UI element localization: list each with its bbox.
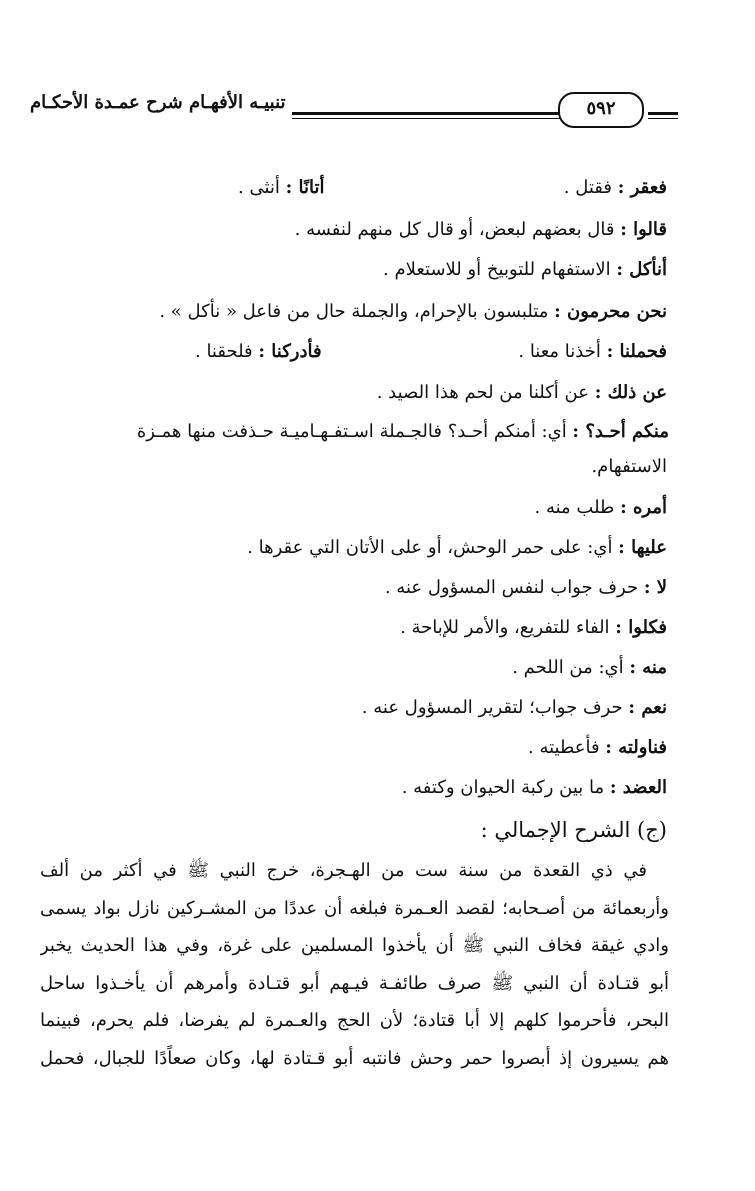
gloss-line-side bbox=[238, 168, 325, 208]
gloss-line bbox=[385, 568, 667, 608]
gloss-definition: الاستفهام للتوبيخ أو للاستعلام . bbox=[383, 259, 617, 280]
paragraph-line: هم يسيرون إذ أبصروا حمر وحش فانتبه أبو قـتادة لها، وكان صعاًدًا للجبال، فحمل bbox=[40, 1047, 669, 1069]
gloss-definition: أي: من اللحم . bbox=[512, 657, 630, 678]
header-rule-thin bbox=[292, 118, 568, 119]
gloss-definition: حرف جواب؛ لتقرير المسؤول عنه . bbox=[361, 697, 629, 718]
gloss-definition: أي: أمنكم أحـد؟ فالجـملة اسـتفـهـاميـة حـذفت منها همـزة bbox=[136, 421, 573, 442]
gloss-line bbox=[377, 373, 667, 413]
page-header bbox=[30, 86, 680, 130]
gloss-definition: طلب منه . bbox=[534, 497, 621, 518]
paragraph-line: وأربعمائة من أصـحابه؛ لقصد العـمرة فبلغه أن عددًا من المشـركين نازل بواد يسمى bbox=[40, 897, 669, 919]
gloss-term: نحن محرمون : bbox=[554, 301, 667, 322]
header-rule bbox=[292, 112, 568, 115]
gloss-line bbox=[564, 168, 667, 208]
gloss-line bbox=[247, 528, 667, 568]
paragraph-line: في ذي القعدة من سنة ست من الهـجرة، خرج النبي ﷺ في أكثر من ألف bbox=[40, 860, 647, 881]
gloss-definition: فقتل . bbox=[563, 177, 618, 198]
gloss-line bbox=[528, 728, 667, 768]
gloss-term: أمره : bbox=[620, 497, 667, 518]
gloss-definition: أي: على حمر الوحش، أو على الأتان التي عقرها . bbox=[247, 537, 619, 558]
gloss-term: أنأكل : bbox=[616, 259, 667, 280]
gloss-term: منه : bbox=[629, 657, 667, 678]
gloss-line bbox=[535, 488, 668, 528]
gloss-definition: أنثى . bbox=[238, 177, 286, 198]
gloss-definition: عن أكلنا من لحم هذا الصيد . bbox=[376, 382, 595, 403]
gloss-line bbox=[295, 210, 667, 250]
gloss-term: عن ذلك : bbox=[594, 382, 667, 403]
gloss-line bbox=[46, 412, 669, 452]
book-title: تنبيـه الأفهـام شرح عمـدة الأحكـام bbox=[30, 92, 286, 113]
gloss-term: عليها : bbox=[618, 537, 667, 558]
gloss-term: فعقر : bbox=[617, 177, 667, 198]
gloss-term: نعم : bbox=[628, 697, 667, 718]
page-number: ٥٩٢ bbox=[558, 92, 644, 128]
gloss-line bbox=[159, 292, 667, 332]
gloss-term: فأدركنا : bbox=[258, 341, 322, 362]
gloss-term: أتانًا : bbox=[285, 177, 325, 198]
gloss-term: فناولته : bbox=[605, 737, 667, 758]
gloss-line bbox=[400, 608, 667, 648]
gloss-term: قالوا : bbox=[620, 219, 667, 240]
gloss-definition: قال بعضهم لبعض، أو قال كل منهم لنفسه . bbox=[294, 219, 621, 240]
gloss-term: منكم أحـد؟ : bbox=[572, 421, 669, 442]
gloss-definition: حرف جواب لنفس المسؤول عنه . bbox=[384, 577, 644, 598]
gloss-line bbox=[402, 768, 667, 808]
gloss-term: العضد : bbox=[609, 777, 667, 798]
gloss-line-side bbox=[195, 332, 322, 372]
summary-paragraph bbox=[40, 852, 669, 1077]
section-heading: (ج) الشرح الإجمالي : bbox=[480, 818, 667, 842]
gloss-definition: متلبسون بالإحرام، والجملة حال من فاعل « نأكل » . bbox=[159, 301, 555, 322]
gloss-line bbox=[512, 648, 667, 688]
gloss-line bbox=[518, 332, 667, 372]
gloss-definition: فلحقنا . bbox=[195, 341, 259, 362]
header-rule-right bbox=[648, 112, 678, 115]
paragraph-line: أبو قتـادة أن النبي ﷺ صرف طائفـة فيـهم أبو قتـادة وأمرهم أن يأخـذوا ساحل bbox=[40, 972, 669, 994]
gloss-term: فكلوا : bbox=[615, 617, 667, 638]
gloss-definition: الفاء للتفريع، والأمر للإباحة . bbox=[400, 617, 616, 638]
gloss-line bbox=[362, 688, 667, 728]
gloss-term: لا : bbox=[643, 577, 667, 598]
gloss-line bbox=[383, 250, 667, 290]
header-rule-right-thin bbox=[648, 118, 678, 119]
gloss-definition: فأعطيته . bbox=[528, 737, 606, 758]
gloss-term: فحملنا : bbox=[606, 341, 667, 362]
gloss-definition: أخذنا معنا . bbox=[518, 341, 607, 362]
gloss-continuation: الاستفهام. bbox=[591, 456, 667, 477]
paragraph-line: وادي غيقة فخاف النبي ﷺ أن يأخذوا المسلمين على غرة، وفي هذا الحديث يخبر bbox=[40, 935, 669, 956]
paragraph-line: البحر، فأحرموا كلهم إلا أبا قتادة؛ لأن الحج والعـمرة لم يفرضا، فلم يحرم، فبينما bbox=[40, 1010, 669, 1031]
gloss-definition: ما بين ركبة الحيوان وكتفه . bbox=[401, 777, 610, 798]
